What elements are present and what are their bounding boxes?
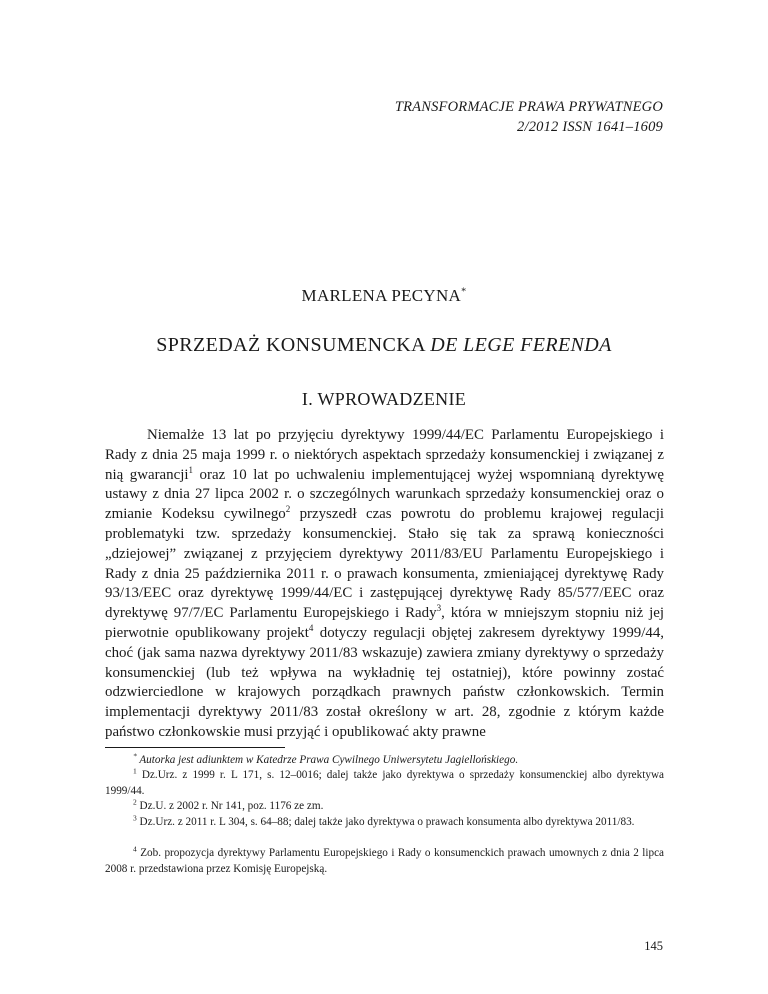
body-text: przyszedł czas powrotu do problemu krajowej regulacji problematyki tzw. sprzedaży konsumenckiej. Stało się tak za sprawą konieczności „dziejowej” związanej z przyjęciem dyrektywy 2011/83/EU Parlamentu Europejskiego i Rady z dnia 25 października 2011 r. o prawach konsumenta, zmieniającej dyrektywę Rady 93/13/EEC oraz dyrektywę 1999/44/EC i zastępującej dyrektywę Rady 85/577/EEC oraz dyrektywę 97/7/EC Parlamentu Europejskiego i Rady bbox=[105, 506, 664, 622]
footnote-ref-2: 2 bbox=[285, 504, 291, 515]
footnote-text: Dz.Urz. z 2011 r. L 304, s. 64–88; dalej także jako dyrektywa o prawach konsumenta albo dyrektywa 2011/83. bbox=[136, 816, 635, 828]
footnote-divider bbox=[105, 747, 285, 748]
footnote-1 bbox=[105, 768, 664, 799]
footnote-mark: 1 bbox=[133, 766, 137, 776]
journal-header bbox=[395, 97, 663, 137]
footnote-2 bbox=[105, 799, 664, 815]
author-name-text: MARLENA PECYNA bbox=[301, 286, 462, 305]
body-text: , która w mniejszym stopniu niż jej pierwotnie opublikowany projekt bbox=[105, 605, 664, 641]
footnote-ref-4: 4 bbox=[308, 623, 314, 633]
section-heading: I. WPROWADZENIE bbox=[301, 389, 467, 409]
author-footnote-mark: * bbox=[461, 286, 467, 298]
footnote-mark: * bbox=[133, 751, 137, 761]
title-plain: SPRZEDAŻ KONSUMENCKA bbox=[156, 334, 431, 356]
footnote-ref-1: 1 bbox=[188, 464, 193, 475]
body-paragraph bbox=[105, 426, 664, 743]
author-name bbox=[0, 286, 768, 306]
footnote-mark: 3 bbox=[133, 813, 137, 823]
footnote-text: Autorka jest adiunktem w Katedrze Prawa Cywilnego Uniwersytetu Jagiellońskiego. bbox=[136, 754, 519, 766]
body-text: oraz 10 lat po uchwaleniu implementującej wyżej wspomnianą dyrektywę ustawy z dnia 27 lipca 2002 r. o szczególnych warunkach sprzedaży konsumenckiej oraz o zmianie Kodeksu cywilnego bbox=[105, 466, 664, 523]
article-title bbox=[0, 334, 768, 357]
footnote-mark: 2 bbox=[133, 797, 137, 807]
footnote-author bbox=[105, 753, 664, 769]
footnote-text: Dz.U. z 2002 r. Nr 141, poz. 1176 ze zm. bbox=[136, 800, 324, 812]
footnote-ref-3: 3 bbox=[436, 603, 442, 614]
journal-issue: 2/2012 ISSN 1641–1609 bbox=[517, 119, 663, 135]
footnote-mark: 4 bbox=[133, 844, 137, 854]
page-number: 145 bbox=[644, 939, 663, 953]
journal-title: TRANSFORMACJE PRAWA PRYWATNEGO bbox=[394, 99, 663, 115]
body-text: dotyczy regulacji objętej zakresem dyrektywy 1999/44, choć (jak sama nazwa dyrektywy 2011/83 wskazuje) zawiera zmiany dyrektywy o sprzedaży konsumenckiej (lub też wpływa na wykładnię tej ostatniej), które powinny zostać odzwierciedlone w krajowych porządkach prawnych państw członkowskich. Termin implementacji dyrektywy 2011/83 został określony w art. 28, zgodnie z którym każde państwo członkowskie musi przyjąć i opublikować akty prawne bbox=[105, 624, 664, 740]
footnote-text: Dz.Urz. z 1999 r. L 171, s. 12–0016; dalej także jako dyrektywa o sprzedaży konsumenckiej albo dyrektywa 1999/44. bbox=[105, 769, 664, 797]
title-italic: DE LEGE FERENDA bbox=[430, 334, 612, 356]
footnote-4 bbox=[105, 846, 664, 877]
footnote-text: Zob. propozycja dyrektywy Parlamentu Europejskiego i Rady o konsumenckich prawach umownych z dnia 2 lipca 2008 r. przedstawiona przez Komisję Europejską. bbox=[105, 847, 664, 875]
footnote-3 bbox=[105, 815, 664, 831]
body-text: Niemalże 13 lat po przyjęciu dyrektywy 1999/44/EC Parlamentu Europejskiego i Rady z dnia 25 maja 1999 r. o niektórych aspektach sprzedaży konsumenckiej i związanej z nią gwarancji bbox=[105, 427, 664, 483]
